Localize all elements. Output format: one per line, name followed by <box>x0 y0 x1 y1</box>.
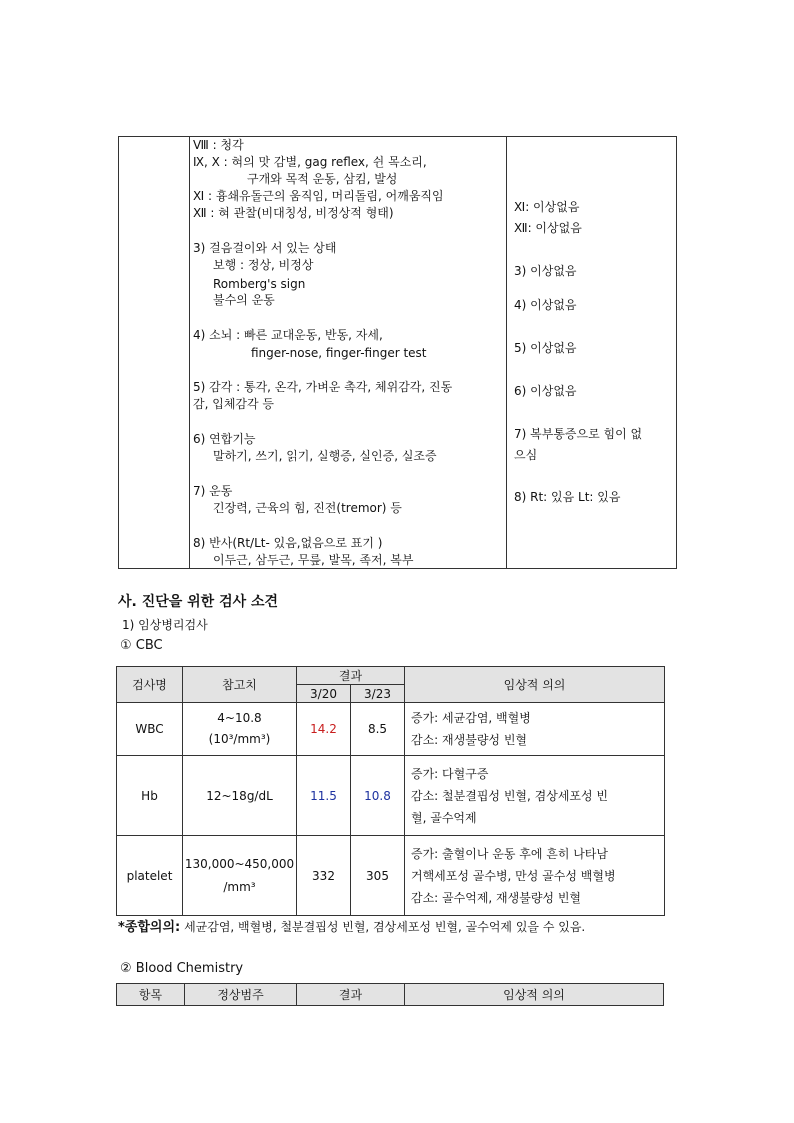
row-ref: 12~18g/dL <box>183 756 297 836</box>
row-meaning: 증가: 다혈구증 감소: 철분결핍성 빈혈, 겸상세포성 빈 혈, 골수억제 <box>405 756 665 836</box>
result-3: 3) 이상없음 <box>514 264 577 278</box>
row-value-2: 305 <box>351 836 405 916</box>
cn11-line: Ⅺ : 흉쇄유돌근의 움직임, 머리돌림, 어깨움직임 <box>193 189 444 203</box>
cbc-title: ① CBC <box>120 638 163 653</box>
gait-line: 보행 : 정상, 비정상 <box>213 258 314 272</box>
table-divider <box>506 137 507 568</box>
summary-label: *종합의의: <box>118 920 181 935</box>
table-divider <box>189 137 190 568</box>
association-heading: 6) 연합기능 <box>193 432 256 446</box>
summary-text: 세균감염, 백혈병, 철분결핍성 빈혈, 겸상세포성 빈혈, 골수억제 있을 수 있음. <box>184 920 586 934</box>
gait-heading: 3) 걸음걸이와 서 있는 상태 <box>193 241 337 255</box>
header-result: 결과 <box>297 984 405 1006</box>
summary <box>118 916 585 935</box>
result-cn11: Ⅺ: 이상없음 <box>514 200 580 214</box>
header-date-1: 3/20 <box>297 685 351 703</box>
header-meaning: 임상적 의의 <box>405 984 664 1006</box>
cn8-line: Ⅷ : 청각 <box>193 138 244 152</box>
romberg-line: Romberg's sign <box>213 277 306 291</box>
reflex-line: 이두근, 삼두근, 무릎, 발목, 족저, 복부 <box>213 553 414 567</box>
header-date-2: 3/23 <box>351 685 405 703</box>
header-result: 결과 <box>297 667 405 685</box>
row-value-1: 11.5 <box>297 756 351 836</box>
row-value-1: 332 <box>297 836 351 916</box>
row-meaning: 증가: 출혈이나 운동 후에 흔히 나타남 거핵세포성 골수병, 만성 골수성 백혈병 감소: 골수억제, 재생불량성 빈혈 <box>405 836 665 916</box>
row-ref: 4~10.8 (10³/mm³) <box>183 703 297 756</box>
subsection-lab: 1) 임상병리검사 <box>122 618 208 632</box>
result-4: 4) 이상없음 <box>514 298 577 312</box>
row-name: WBC <box>117 703 183 756</box>
blood-chemistry-table <box>116 983 664 1006</box>
row-value-2: 8.5 <box>351 703 405 756</box>
row-value-2: 10.8 <box>351 756 405 836</box>
result-5: 5) 이상없음 <box>514 341 577 355</box>
table-row <box>117 703 665 756</box>
row-ref: 130,000~450,000 /mm³ <box>183 836 297 916</box>
sensory-heading: 5) 감각 : 통각, 온각, 가벼운 촉각, 체위감각, 진동 <box>193 380 453 394</box>
involuntary-line: 불수의 운동 <box>213 293 275 307</box>
header-ref: 참고치 <box>183 667 297 703</box>
header-meaning: 임상적 의의 <box>405 667 665 703</box>
header-item: 검사명 <box>117 667 183 703</box>
row-name: platelet <box>117 836 183 916</box>
blood-chemistry-title: ② Blood Chemistry <box>120 961 244 976</box>
sensory-line: 감, 입체감각 등 <box>193 397 274 411</box>
cn9-10-cont-line: 구개와 목적 운동, 삼킴, 발성 <box>247 172 398 186</box>
result-7: 7) 복부통증으로 힘이 없 <box>514 427 643 441</box>
association-line: 말하기, 쓰기, 읽기, 실행증, 실인증, 실조증 <box>213 449 437 463</box>
cerebellum-line: finger-nose, finger-finger test <box>251 346 427 360</box>
cn9-10-line: Ⅸ, Ⅹ : 혀의 맛 감별, gag reflex, 쉰 목소리, <box>193 155 427 169</box>
neuro-exam-table <box>118 136 677 569</box>
cn12-line: Ⅻ : 혀 관찰(비대칭성, 비정상적 형태) <box>193 206 394 220</box>
result-8: 8) Rt: 있음 Lt: 있음 <box>514 490 621 504</box>
header-ref: 정상범주 <box>185 984 297 1006</box>
header-item: 항목 <box>117 984 185 1006</box>
table-row <box>117 836 665 916</box>
cbc-table <box>116 666 665 916</box>
motor-heading: 7) 운동 <box>193 484 233 498</box>
row-value-1: 14.2 <box>297 703 351 756</box>
row-name: Hb <box>117 756 183 836</box>
reflex-heading: 8) 반사(Rt/Lt- 있음,없음으로 표기 ) <box>193 536 383 550</box>
cerebellum-heading: 4) 소뇌 : 빠른 교대운동, 반동, 자세, <box>193 328 383 342</box>
table-row <box>117 756 665 836</box>
motor-line: 긴장력, 근육의 힘, 진전(tremor) 등 <box>213 501 402 515</box>
section-title: 사. 진단을 위한 검사 소견 <box>118 594 279 610</box>
row-meaning: 증가: 세균감염, 백혈병 감소: 재생불량성 빈혈 <box>405 703 665 756</box>
result-7-cont: 으심 <box>514 448 538 462</box>
result-cn12: Ⅻ: 이상없음 <box>514 221 582 235</box>
result-6: 6) 이상없음 <box>514 384 577 398</box>
